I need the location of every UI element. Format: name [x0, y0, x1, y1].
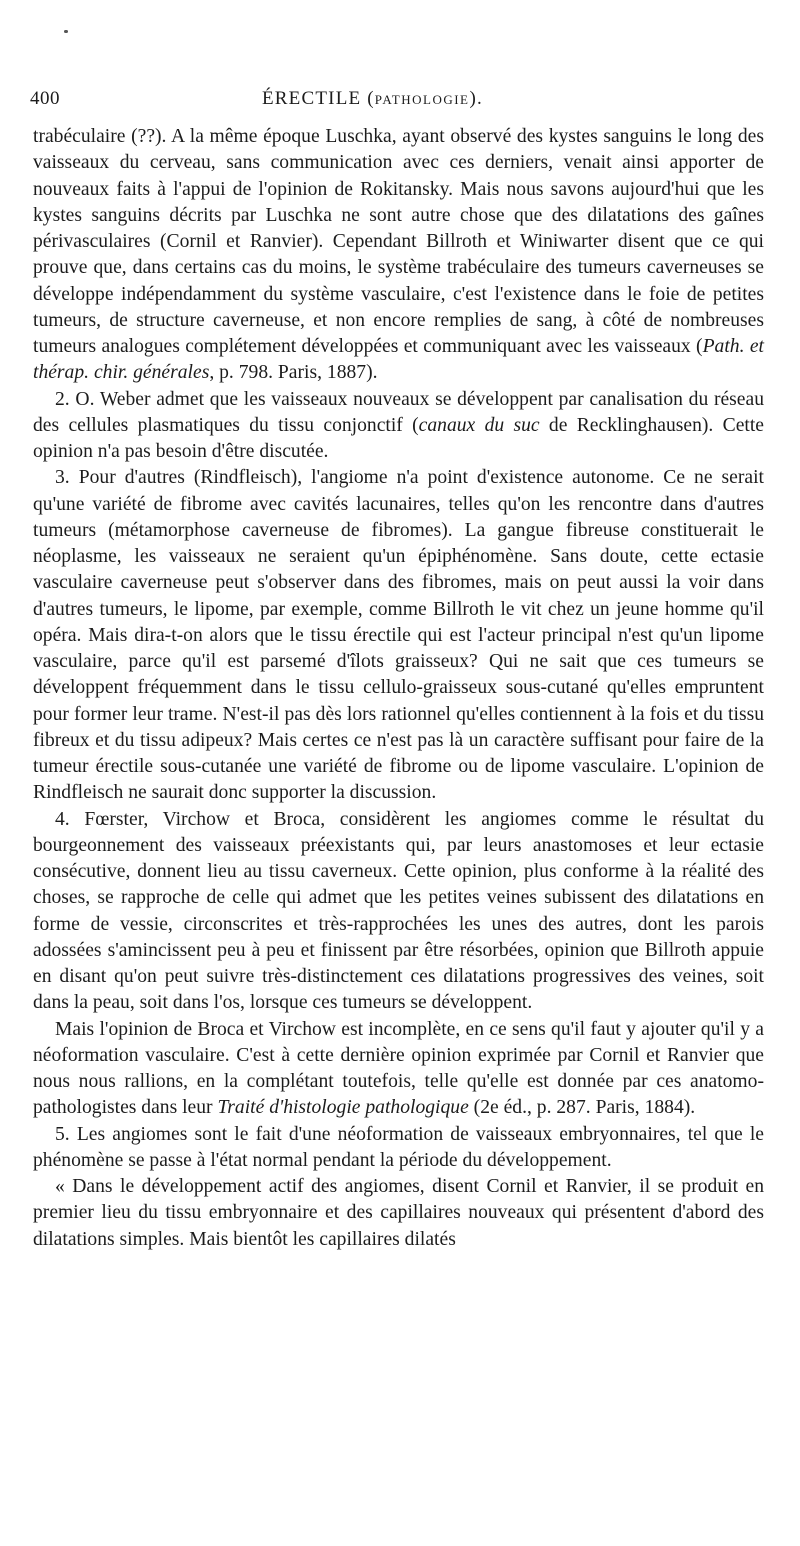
paragraph-point-2 — [33, 387, 764, 466]
running-title-section: PATHOLOGIE — [374, 92, 470, 107]
running-title-paren-open: ( — [361, 88, 375, 109]
page-number: 400 — [30, 88, 60, 109]
paragraph-text-tail: de Recklinghausen). Cette opinion n'a pas besoin d'être discutée. — [33, 414, 764, 462]
paragraph-point-4: 4. Fœrster, Virchow et Broca, considèrent les angiomes comme le résultat du bourgeonnement des vaisseaux préexistants qui, par leurs anastomoses et leur ectasie consécutive, donnent lieu au tissu caverneux. Cette opinion, plus conforme à la réalité des choses, se rapproche de celle qui admet que les petites veines subissent des dilatations en forme de vessie, circonscrites et très-rapprochées les unes des autres, dont les parois adossées s'amincissent peu à peu et finissent par être résorbées, opinion que Billroth appuie en disant qu'on peut suivre très-distinctement ces dilatations progressives des veines, soit dans la peau, soit dans l'os, lorsque ces tumeurs se développent. — [33, 808, 764, 1014]
running-header — [30, 88, 770, 114]
citation-title: Traité d'histologie pathologique — [217, 1097, 469, 1119]
paragraph-text-tail: (2e éd., p. 287. Paris, 1884). — [468, 1097, 696, 1119]
running-title — [262, 88, 483, 110]
paragraph-point-3: 3. Pour d'autres (Rindfleisch), l'angiome n'a point d'existence autonome. Ce ne serait qu'une variété de fibrome avec cavités lacunaires, telles qu'on les rencontre dans d'autres tumeurs (métamorphose caverneuse de fibromes). La gangue fibreuse constituerait le néoplasme, les vaisseaux ne seraient qu'un épiphénomène. Sans doute, cette ectasie vasculaire caverneuse peut s'observer dans des fibromes, mais on peut aussi la voir dans d'autres tumeurs, le lipome, par exemple, comme Billroth le vit chez un jeune homme qu'il opéra. Mais dira-t-on alors que le tissu érectile qui est l'acteur principal n'est qu'un lipome vasculaire, parce qu'il est parsemé d'îlots graisseux? Qui ne sait que ces tumeurs se développent fréquemment dans le tissu cellulo-graisseux sous-cutané qu'elles empruntent pour former leur trame. N'est-il pas dès lors rationnel qu'elles contiennent à la fois et du tissu fibreux et du tissu adipeux? Mais certes ce n'est pas là un caractère suffisant pour faire de la tumeur érectile sous-cutanée une variété de fibrome ou de lipome vasculaire. L'opinion de Rindfleisch ne saurait donc supporter la discussion. — [33, 467, 764, 804]
paragraph-text: 2. O. Weber admet que les vaisseaux nouveaux se développent par canalisation du réseau des cellules plasmatiques du tissu conjonctif ( — [33, 388, 764, 436]
paragraph-text: Mais l'opinion de Broca et Virchow est incomplète, en ce sens qu'il faut y ajouter qu'il y a néoformation vasculaire. C'est à cette dernière opinion exprimée par Cornil et Ranvier que nous nous rallions, en la complétant toutefois, telle qu'elle est donnée par ces anatomo-pathologistes dans leur — [33, 1018, 764, 1119]
italic-term: canaux du suc — [418, 414, 540, 436]
citation-title: Path. et thérap. chir. générales — [33, 336, 764, 384]
ink-speck — [64, 30, 68, 33]
paragraph-text-tail: , p. 798. Paris, 1887). — [209, 362, 378, 384]
paragraph-continuation — [33, 124, 764, 387]
paragraph-text: trabéculaire (??). A la même époque Luschka, ayant observé des kystes sanguins le long des vaisseaux du cerveau, sans communication avec ces derniers, venait ainsi apporter de nouveaux faits à l'appui de l'opinion de Rokitansky. Mais nous savons aujourd'hui que les kystes sanguins décrits par Luschka ne sont autre chose que des dilatations des gaînes périvasculaires (Cornil et Ranvier). Cependant Billroth et Winiwarter disent que ce qui prouve que, dans certains cas du moins, le système trabéculaire des tumeurs caverneuses se développe indépendamment du système vasculaire, c'est l'existence dans le foie de petites tumeurs, de structure caverneuse, et non encore remplies de sang, à côté de nombreuses tumeurs analogues complétement développées et communiquant avec les vaisseaux ( — [33, 126, 764, 357]
running-title-main: ÉRECTILE — [262, 88, 362, 109]
running-title-paren-close: ). — [469, 88, 483, 109]
paragraph-point-5: 5. Les angiomes sont le fait d'une néoformation de vaisseaux embryonnaires, tel que le phénomène se passe à l'état normal pendant la période du développement. — [33, 1123, 764, 1171]
paragraph-broca-virchow — [33, 1017, 764, 1122]
body-text — [33, 124, 764, 1253]
paragraph-quotation: « Dans le développement actif des angiomes, disent Cornil et Ranvier, il se produit en premier lieu du tissu embryonnaire et des capillaires nouveaux qui présentent d'abord des dilatations simples. Mais bientôt les capillaires dilatés — [33, 1176, 764, 1250]
